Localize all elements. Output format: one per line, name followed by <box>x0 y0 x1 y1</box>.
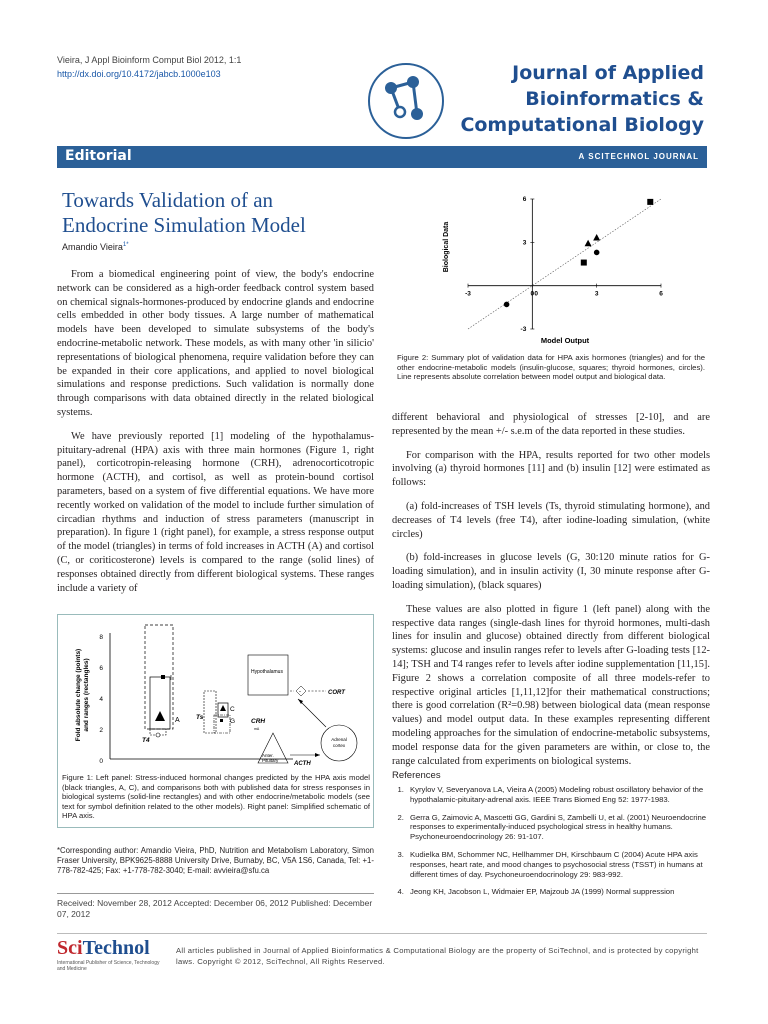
figure-2-caption: Figure 2: Summary plot of validation data for HPA axis hormones (triangles) and for the other endocrine-metabolic models (insulin-glucose, squares; thyroid hormones, circles). Line represents absolute correlation between model output and biological data. <box>397 353 705 382</box>
received-dates: Received: November 28, 2012 Accepted: December 06, 2012 Published: December 07, 2012 <box>57 898 373 919</box>
right-column <box>392 411 710 778</box>
figure-2-chart <box>393 189 710 349</box>
correlation-line <box>468 199 661 329</box>
citation-text: Vieira, J Appl Bioinform Comput Biol 2012, 1:1 <box>57 55 242 65</box>
brand-sci: Sci <box>57 937 83 959</box>
scitechnol-brand <box>57 937 167 960</box>
t4-marker <box>156 733 160 737</box>
figure-1-caption: Figure 1: Left panel: Stress-induced hormonal changes predicted by the HPA axis model (black triangles, A, C), and comparisons both with published data for stress responses in biological systems (solid-line rectangles) and with other endocrine/metabolic models (see text for symbol definition related to the other models). Right panel: Simplified schematic of HPA axis. <box>62 773 370 821</box>
hypothalamus-label: Hypothalamus <box>251 669 283 675</box>
corresponding-author: *Corresponding author: Amandio Vieira, PhD, Nutrition and Metabolism Laboratory, Simon Fraser University, BPK9625-8888 University Drive, Burnaby, BC, V5A 1S6, Canada, Tel: +1-778-782-425; Fax: +1-778-782-3040; E-mail: avvieira@sfu.ca <box>57 846 374 875</box>
fig1-ytick: 6 <box>99 665 103 672</box>
article-title <box>62 188 382 238</box>
origin-label: 0 <box>534 290 538 298</box>
fig1-ytick: 4 <box>99 696 103 703</box>
references-section <box>392 770 710 905</box>
square-point <box>581 260 587 266</box>
divider <box>57 893 374 894</box>
paragraph: (b) fold-increases in glucose levels (G, 30:120 minute ratios for G-loading simulation), and in insulin activity (I, 30 minute response after G-loading simulation), (black squares) <box>392 552 710 591</box>
x-axis-label: Model Output <box>540 336 590 345</box>
reference-item: 2. Gerra G, Zaimovic A, Mascetti GG, Gardini S, Zambelli U, et al. (2001) Neuroendocrine responses to experimentally-induced psychological stress in healthy humans. Psychoneuroendocrinology 26: 91-107. <box>406 813 710 842</box>
glucose-marker <box>220 719 223 722</box>
fig1-label-a: A <box>175 717 180 724</box>
author-affiliation-mark[interactable]: 1* <box>122 242 129 248</box>
y-tick-label: -3 <box>520 326 527 333</box>
paragraph: From a biomedical engineering point of view, the body's endocrine network can be considered as a high-order feedback control system based on chemical signals-hormones-produced by endocrine glands and endocrine cells embedded in other body tissues. A large number of mathematical models have been developed to simulate subsystems of the body's endocrine-metabolic network. These models, as with many other 'in silicio' representations of biological phenomena, require validation before they can be expanded in their core applications, and applied to novel biological simulations and response predictions. Such validation is normally done through comparisons with data obtained directly in the related biological systems. <box>57 269 374 418</box>
journal-title-line1: Journal of Applied <box>512 62 704 84</box>
figure-2 <box>393 189 710 397</box>
cort-label: CORT <box>328 690 345 696</box>
fig1-ytick: 2 <box>99 727 103 734</box>
paragraph: These values are also plotted in figure 1 (left panel) along with the respective data ranges (single-dash lines for thyroid hormones, multi-dash lines for insulin and glucose) obtained directly from different biological systems: glucose and insulin ranges refer to levels after G-loading tests [12-14]; TSH and T4 ranges refer to levels after iodine supplementation [11,15]. Figure 2 shows a correlation composite of all three models-refer to respective original articles [1,11,12]for their mathematical constructions; there is good correlation (R²=0.98) between biological data (mean response values) and model output data. In these examples representing different modeling approaches for the simulation of endocrine-metabolic subsystems, model response data for the given parameters are within, or close to, the range calculated from experiments on biological systems. <box>392 603 710 767</box>
adrenal-cortex-label-2: cortex <box>332 743 346 748</box>
article-title-line2: Endocrine Simulation Model <box>62 213 306 237</box>
x-tick-label: -3 <box>465 290 471 298</box>
circle-point <box>594 250 600 256</box>
figure-1 <box>57 614 374 828</box>
anterior-pituitary-label-1: Anter. <box>262 753 274 758</box>
adrenal-cortex-label-1: Adrenal <box>331 737 347 742</box>
y-tick-label: 6 <box>522 196 527 203</box>
fig1-ylabel-line1: Fold absolute change (points) <box>75 648 82 742</box>
anterior-pituitary-label-2: Pituitary <box>262 758 279 763</box>
y-tick-label: 3 <box>522 239 527 247</box>
hypothalamus-box <box>248 655 288 695</box>
insulin-marker <box>161 675 165 679</box>
crh-label: CRH <box>251 718 266 725</box>
x-tick-label: 0 <box>530 290 535 298</box>
section-label: Editorial <box>65 148 132 164</box>
y-axis-label: Biological Data <box>443 221 450 273</box>
square-point <box>647 199 653 205</box>
acth-label: ACTH <box>294 761 311 767</box>
crh-sub-label: mA <box>254 727 260 731</box>
paragraph: (a) fold-increases of TSH levels (Ts, thyroid stimulating hormone), and decreases of T4 levels (free T4), after iodine-loading simulation, (white circles) <box>392 500 710 540</box>
references-heading: References <box>392 770 441 781</box>
brand-technol: Technol <box>82 937 150 959</box>
x-tick-label: 6 <box>659 290 663 298</box>
section-banner <box>57 146 707 168</box>
citation-header <box>57 53 241 81</box>
cortisol-triangle-marker <box>220 705 226 711</box>
journal-title-line2: Bioinformatics & <box>525 88 704 110</box>
glucose-range-rect <box>214 715 230 733</box>
reference-item: 3. Kudielka BM, Schommer NC, Hellhammer DH, Kirschbaum C (2004) Acute HPA axis responses, heart rate, and mood changes to psychosocial stress (TSST) in humans at different times of day. Psychoneuroendocrinology 29: 983-992. <box>406 850 710 879</box>
fig1-ylabel-line2: and ranges (rectangles) <box>83 658 90 732</box>
circle-point <box>504 302 510 308</box>
acth-range-rect <box>150 677 170 729</box>
reference-item: 4. Jeong KH, Jacobson L, Widmaier EP, Majzoub JA (1999) Normal suppression <box>406 887 710 897</box>
journal-logo <box>367 62 445 140</box>
fig1-label-t4: T4 <box>142 737 150 744</box>
fig1-label-i: I <box>170 675 172 682</box>
fig1-ytick: 0 <box>99 758 103 765</box>
author-name: Amandio Vieira <box>62 242 123 252</box>
footer-divider <box>57 933 707 934</box>
fig1-label-g: G <box>230 718 236 725</box>
fig1-label-c: C <box>230 706 235 713</box>
reference-item: 1. Kyrylov V, Severyanova LA, Vieira A (2005) Modeling robust oscillatory behavior of the hypothalamic-pituitary-adrenal axis. IEEE Trans Biomed Eng 52: 1977-1983. <box>406 785 710 805</box>
feedback-minus: - <box>299 689 301 695</box>
journal-title <box>460 60 704 138</box>
doi-link[interactable]: http://dx.doi.org/10.4172/jabcb.1000e103 <box>57 69 221 79</box>
publisher-label: A SCITECHNOL JOURNAL <box>578 152 699 161</box>
acth-triangle-marker <box>155 711 165 721</box>
references-list <box>392 785 710 897</box>
journal-title-line3: Computational Biology <box>460 114 704 136</box>
fig1-label-ts: Ts <box>196 714 204 721</box>
triangle-point <box>585 240 592 247</box>
left-column <box>57 268 374 605</box>
paragraph: different behavioral and physiological of stresses [2-10], and are represented by the mean +/- s.e.m of the data reported in these studies. <box>392 412 710 437</box>
article-title-line1: Towards Validation of an <box>62 188 274 212</box>
triangle-point <box>593 234 600 241</box>
feedback-node <box>296 686 306 696</box>
scitechnol-logo <box>57 937 167 972</box>
x-tick-label: 3 <box>594 290 599 298</box>
paragraph: For comparison with the HPA, results reported for two other models involving (a) thyroid hormones [11] and (b) insulin [12] were estimated as follows: <box>392 449 710 489</box>
scitechnol-tagline: International Publisher of Science, Technology and Medicine <box>57 960 160 972</box>
fig1-ytick: 8 <box>99 634 103 641</box>
paragraph: We have previously reported [1] modeling of the hypothalamus-pituitary-adrenal (HPA) axis with three main hormones (Figure 1, right panel), corticotropin-releasing hormone (CRH), adrenocorticotropic hormone (ACTH), and cortisol, as well as protein-bound cortisol parameters, based on a system of five differential equations. We have more recently worked on validation of the model to include further simulation of circadian rhythms and induction of stress parameters (manuscript in preparation). In figure 1 (right panel), for example, a stress response output of the model (triangles) in terms of fold increases in ACTH (A) and cortisol (C, or coriticosterone) levels is compared to the range (solid lines) of responses obtained directly from different biological systems. These ranges include a variety of <box>57 430 374 594</box>
copyright-notice: All articles published in Journal of Applied Bioinformatics & Computational Biology are the property of SciTechnol, and is protected by copyright laws. Copyright © 2012, SciTechnol, All Rights Reserved. <box>176 946 699 966</box>
author-line <box>62 242 129 252</box>
figure-1-graphic <box>58 615 373 771</box>
